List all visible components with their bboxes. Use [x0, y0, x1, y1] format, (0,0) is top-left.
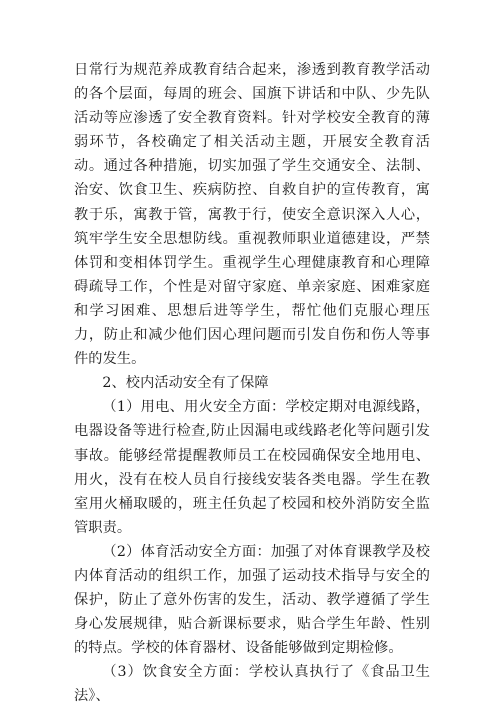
- paragraph-safety-education: 日常行为规范养成教育结合起来，渗透到教育教学活动的各个层面，每周的班会、国旗下讲话和中队、少先队活动等应渗透了安全教育资料。针对学校安全教育的薄弱环节，各校确定了相关活动主题，开展安全教育活动。通过各种措施，切实加强了学生交通安全、法制、治安、饮食卫生、疾病防控、自救自护的宣传教育，寓教于乐，寓教于管，寓教于行，使安全意识深入人心，筑牢学生安全思想防线。重视教师职业道德建设，严禁体罚和变相体罚学生。重视学生心理健康教育和心理障碍疏导工作，个性是对留守家庭、单亲家庭、困难家庭和学习困难、思想后进等学生，帮忙他们克服心理压力，防止和减少他们因心理问题而引发自伤和伤人等事件的发生。: [74, 62, 430, 368]
- paragraph-food-safety: （3）饮食安全方面：学校认真执行了《食品卫生法》、: [74, 664, 430, 705]
- paragraph-sports-safety: （2）体育活动安全方面：加强了对体育课教学及校内体育活动的组织工作，加强了运动技术指导与安全的保护，防止了意外伤害的发生，活动、教学遵循了学生身心发展规律，贴合新课标要求，贴合学生年龄、性别的特点。学校的体育器材、设备能够做到定期检修。: [74, 543, 430, 657]
- paragraph-electricity-fire-safety: （1）用电、用火安全方面：学校定期对电源线路，电器设备等进行检查,防止因漏电或线路老化等问题引发事故。能够经常提醒教师员工在校园确保安全地用电、用火，没有在校人员自行接线安装各类电器。学生在教室用火桶取暖的，班主任负起了校园和校外消防安全监管职责。: [74, 399, 430, 536]
- heading-campus-activity-safety: 2、校内活动安全有了保障: [102, 375, 269, 392]
- document-body: [74, 58, 430, 709]
